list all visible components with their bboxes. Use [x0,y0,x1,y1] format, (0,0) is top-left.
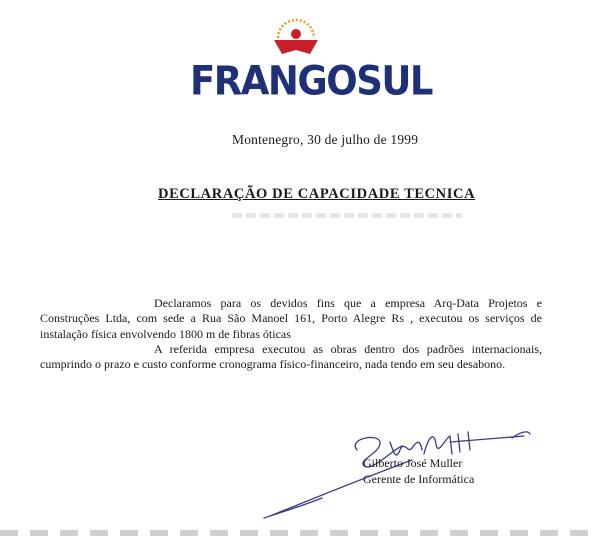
faint-bleedthrough-line [232,213,462,218]
declaration-body [40,296,542,372]
signatory-name: Gilberto José Muller [363,456,463,470]
company-logo: FRANGOSUL [190,58,432,105]
frangosul-emblem-icon [270,16,322,58]
signatory-role: Gerente de Informática [363,472,475,486]
page-bottom-edge [0,530,599,536]
date-line: Montenegro, 30 de julho de 1999 [232,132,419,147]
paragraph-2: A referida empresa executou as obras dentro dos padrões internacionais, cumprindo o prazo e custo conforme cronograma físico-financeiro, nada tendo em seu desabono. [40,341,542,372]
document-title: DECLARAÇÃO DE CAPACIDADE TECNICA [158,186,476,202]
paragraph-1: Declaramos para os devidos fins que a empresa Arq-Data Projetos e Construções Ltda, com sede a Rua São Manoel 161, Porto Alegre Rs , executou os serviços de instalação física envolvendo 1800 m de fibras óticas [40,296,542,341]
signatory-block [363,455,474,487]
